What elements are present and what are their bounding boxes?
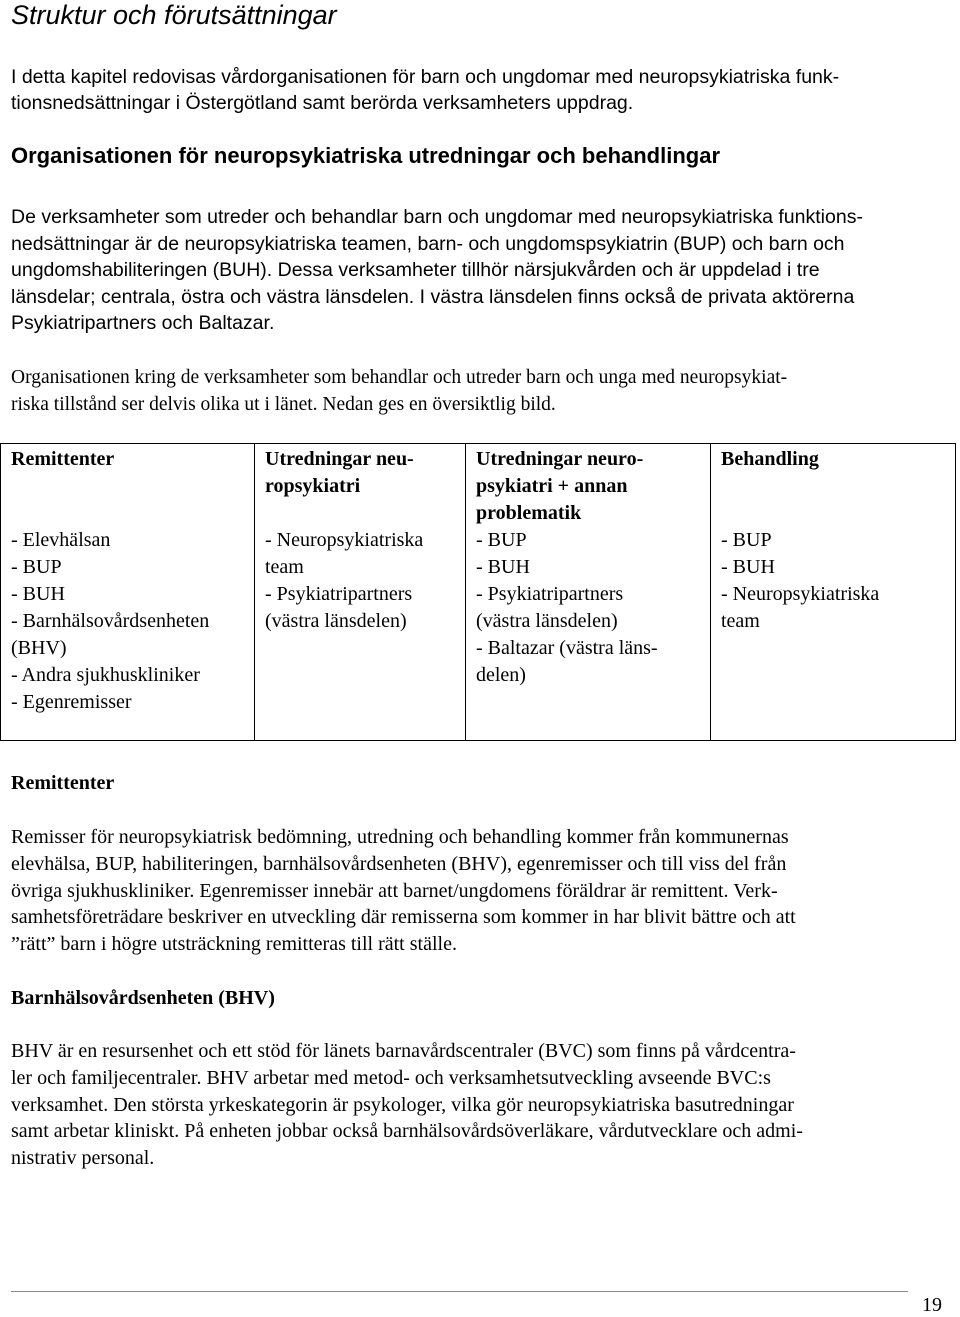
column-header (265, 446, 455, 527)
list-item: - Neuropsykiatriska (721, 583, 880, 605)
paragraph-line: elevhälsa, BUP, habiliteringen, barnhälsovårdsenheten (BHV), egenremisser och till viss del från (11, 852, 787, 875)
list-item: (BHV) (11, 637, 67, 659)
column-utredningar-annan-problematik (466, 444, 711, 741)
remittenter-heading: Remittenter (11, 772, 115, 794)
list-item: - BUP (721, 529, 772, 551)
column-header (721, 446, 945, 527)
list-item: - BUH (476, 556, 530, 578)
overview-paragraph (11, 365, 941, 418)
column-remittenter (1, 444, 255, 741)
paragraph-line: samhetsföreträdare beskriver en utveckling där remisserna som kommer in har blivit bättre och att (11, 906, 796, 929)
column-items (721, 527, 945, 635)
paragraph-line: Organisationen kring de verksamheter som behandlar och utreder barn och unga med neuropsykiat- (11, 367, 788, 388)
table-row (1, 444, 956, 741)
list-item: - Baltazar (västra läns- (476, 637, 658, 659)
paragraph-line: riska tillstånd ser delvis olika ut i länet. Nedan ges en översiktlig bild. (11, 393, 556, 415)
column-header (11, 446, 244, 527)
list-item: - BUH (721, 556, 775, 578)
list-item: team (265, 556, 304, 578)
remittenter-paragraph (11, 824, 941, 958)
list-item: team (721, 610, 760, 632)
page-heading: Struktur och förutsättningar (11, 0, 337, 30)
list-item: - Psykiatripartners (476, 583, 624, 605)
column-header (476, 446, 700, 527)
list-item: - BUH (11, 583, 65, 605)
column-utredningar-neuropsykiatri (255, 444, 466, 741)
page-number: 19 (922, 1294, 942, 1316)
organisation-table (0, 443, 956, 741)
paragraph-line: övriga sjukhuskliniker. Egenremisser innebär att barnet/ungdomens föräldrar är remittent. Verk- (11, 879, 778, 902)
column-header-line: Utredningar neu- (265, 448, 414, 470)
column-header-line: Remittenter (11, 448, 115, 470)
section-heading: Organisationen för neuropsykiatriska utredningar och behandlingar (11, 143, 721, 168)
organisation-paragraph (11, 204, 941, 337)
footer-divider (11, 1291, 908, 1292)
intro-paragraph (11, 64, 941, 116)
paragraph-line: BHV är en resursenhet och ett stöd för länets barnavårdscentraler (BVC) som finns på vårdcentra- (11, 1040, 796, 1062)
paragraph-line: ler och familjecentraler. BHV arbetar med metod- och verksamhetsutveckling avseende BVC:s (11, 1066, 771, 1089)
intro-line: I detta kapitel redovisas vårdorganisationen för barn och ungdomar med neuropsykiatriska funk- (11, 66, 840, 88)
column-header-line: psykiatri + annan (476, 475, 628, 497)
column-header-line: Utredningar neuro- (476, 448, 644, 470)
column-items (265, 527, 455, 635)
paragraph-line: samt arbetar kliniskt. På enheten jobbar också barnhälsovårdsöverläkare, vårdutvecklare och admi- (11, 1120, 803, 1143)
column-header-line: problematik (476, 502, 582, 524)
bhv-heading: Barnhälsovårdsenheten (BHV) (11, 987, 275, 1009)
column-header-line: Behandling (721, 448, 819, 470)
bhv-paragraph (11, 1038, 941, 1172)
intro-line: tionsnedsättningar i Östergötland samt berörda verksamheters uppdrag. (11, 92, 634, 114)
paragraph-line: verksamhet. Den största yrkeskategorin är psykologer, vilka gör neuropsykiatriska basutredningar (11, 1093, 794, 1116)
list-item: - Elevhälsan (11, 529, 111, 551)
list-item: - BUP (476, 529, 527, 551)
column-behandling (711, 444, 956, 741)
list-item: - BUP (11, 556, 62, 578)
paragraph-line: ungdomshabiliteringen (BUH). Dessa verksamheter tillhör närsjukvården och är uppdelad i tre (11, 259, 820, 281)
list-item: - Barnhälsovårdsenheten (11, 610, 210, 632)
list-item: (västra länsdelen) (265, 610, 407, 632)
paragraph-line: nistrativ personal. (11, 1147, 155, 1170)
list-item: - Andra sjukhuskliniker (11, 664, 200, 686)
column-items (11, 527, 244, 716)
list-item: (västra länsdelen) (476, 610, 618, 632)
paragraph-line: länsdelar; centrala, östra och västra länsdelen. I västra länsdelen finns också de privata aktörerna (11, 285, 855, 308)
paragraph-line: nedsättningar är de neuropsykiatriska teamen, barn- och ungdomspsykiatrin (BUP) och barn och (11, 232, 845, 255)
list-item: delen) (476, 664, 526, 686)
paragraph-line: Remisser för neuropsykiatrisk bedömning, utredning och behandling kommer från kommunernas (11, 826, 789, 848)
paragraph-line: ”rätt” barn i högre utsträckning remitteras till rätt ställe. (11, 933, 457, 956)
list-item: - Egenremisser (11, 691, 132, 713)
paragraph-line: Psykiatripartners och Baltazar. (11, 312, 275, 334)
column-items (476, 527, 700, 689)
paragraph-line: De verksamheter som utreder och behandlar barn och ungdomar med neuropsykiatriska funktions- (11, 206, 863, 228)
column-header-line: ropsykiatri (265, 475, 361, 497)
list-item: - Neuropsykiatriska (265, 529, 424, 551)
list-item: - Psykiatripartners (265, 583, 413, 605)
